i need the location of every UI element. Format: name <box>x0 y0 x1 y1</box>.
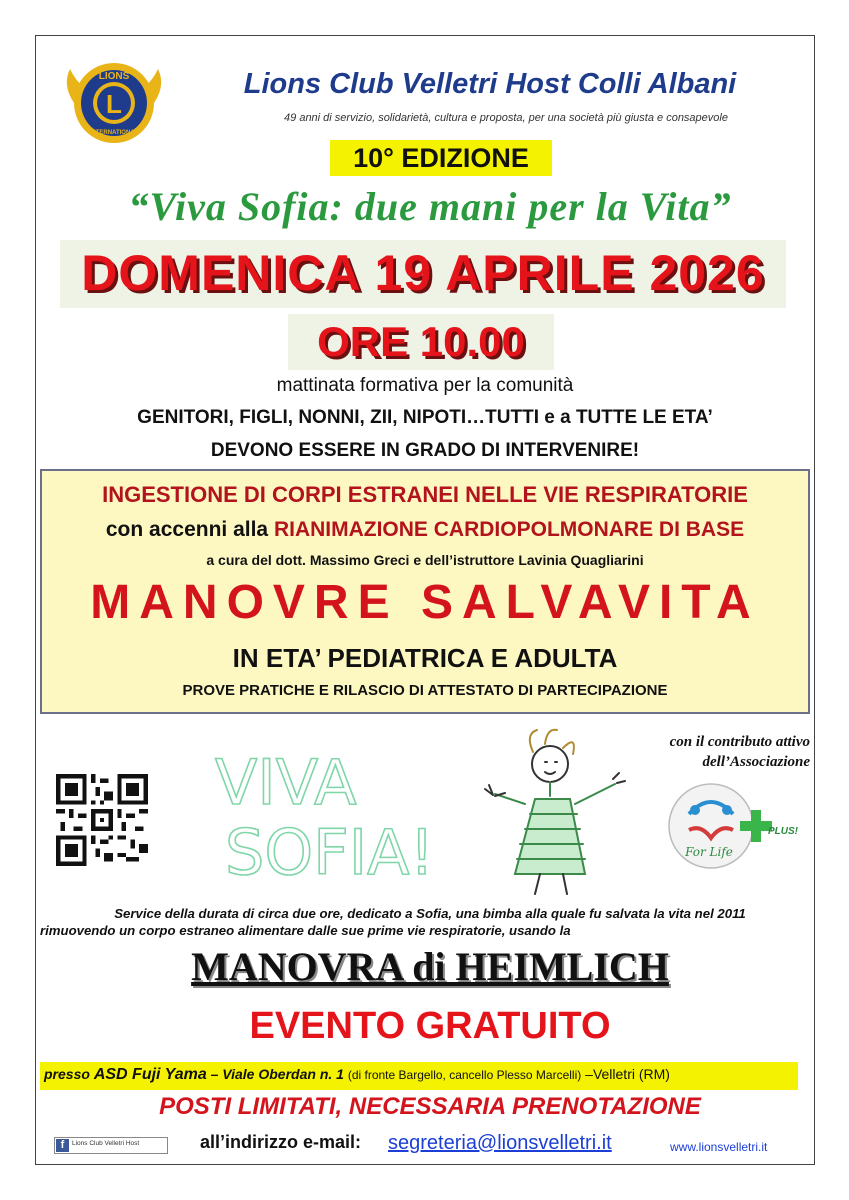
email-label: all’indirizzo e-mail: <box>200 1132 362 1152</box>
address-prefix: presso <box>44 1066 94 1082</box>
audience-line-2: DEVONO ESSERE IN GRADO DI INTERVENIRE! <box>210 440 640 461</box>
audience-line-1: GENITORI, FIGLI, NONNI, ZII, NIPOTI…TUTTI e a TUTTE LE ETA’ <box>137 407 713 428</box>
drawing-text-line2: SOFIA! <box>225 816 435 889</box>
contribution-line-1: con il contributo attivo <box>669 734 810 750</box>
event-motto: “Viva Sofia: due mani per la Vita” <box>128 184 732 229</box>
topic-title: INGESTIONE DI CORPI ESTRANEI NELLE VIE RESPIRATORIE <box>102 482 748 507</box>
assoc-logo-text: For Life <box>685 845 733 859</box>
drawing-text-line1: VIVA <box>215 746 357 819</box>
contribution-line-2: dell’Associazione <box>702 754 810 770</box>
assoc-logo-plus: PLUS! <box>768 826 798 837</box>
child-drawing <box>185 724 650 904</box>
club-name: Lions Club Velletri Host Colli Albani <box>243 68 737 100</box>
lions-logo <box>58 55 170 151</box>
event-subtitle: mattinata formativa per la comunità <box>276 375 574 396</box>
heimlich-maneuver: MANOVRA di HEIMLICH <box>191 944 669 989</box>
website-link[interactable]: www.lionsvelletri.it <box>670 1140 768 1154</box>
logo-text-bottom: INTERNATIONAL <box>89 130 139 136</box>
practice-note: PROVE PRATICHE E RILASCIO DI ATTESTATO DI PARTECIPAZIONE <box>182 682 668 699</box>
logo-text-top: LIONS <box>98 71 130 82</box>
edition-badge: 10° EDIZIONE <box>330 140 552 176</box>
event-date: DOMENICA 19 APRILE 2026 <box>81 245 765 301</box>
free-event: EVENTO GRATUITO <box>249 1005 611 1047</box>
event-time: ORE 10.00 <box>317 318 525 365</box>
address-street: – Viale Oberdan n. 1 <box>206 1066 348 1082</box>
topic-subtitle <box>40 518 810 542</box>
logo-letter: L <box>106 89 122 119</box>
service-line-2: rimuovendo un corpo estraneo alimentare dalle sue prime vie respiratorie, usando la <box>40 923 571 938</box>
service-line-1: Service della durata di circa due ore, dedicato a Sofia, una bimba alla quale fu salvata la vita nel 2011 <box>114 906 746 921</box>
facebook-icon[interactable]: f <box>56 1139 69 1152</box>
association-logo <box>665 780 799 872</box>
event-address <box>44 1066 804 1084</box>
email-link[interactable]: segreteria@lionsvelletri.it <box>388 1132 612 1154</box>
headline: MANOVRE SALVAVITA <box>90 576 760 629</box>
qr-code[interactable] <box>56 774 148 866</box>
topic-subtitle-highlight: RIANIMAZIONE CARDIOPOLMONARE DI BASE <box>273 518 745 541</box>
address-venue: ASD Fuji Yama <box>93 1066 207 1083</box>
address-note: (di fronte Bargello, cancello Plesso Marcelli) <box>347 1068 582 1082</box>
curated-by: a cura del dott. Massimo Greci e dell’istruttore Lavinia Quagliarini <box>206 552 644 568</box>
address-city: –Velletri (RM) <box>581 1066 670 1082</box>
topic-subtitle-prefix: con accenni alla <box>105 518 274 541</box>
age-range: IN ETA’ PEDIATRICA E ADULTA <box>232 643 618 673</box>
facebook-page-name[interactable]: Lions Club Velletri Host <box>72 1140 140 1147</box>
tagline: 49 anni di servizio, solidarietà, cultura e proposta, per una società più giusta e consapevole <box>284 112 728 124</box>
booking-notice: POSTI LIMITATI, NECESSARIA PRENOTAZIONE <box>159 1093 701 1120</box>
